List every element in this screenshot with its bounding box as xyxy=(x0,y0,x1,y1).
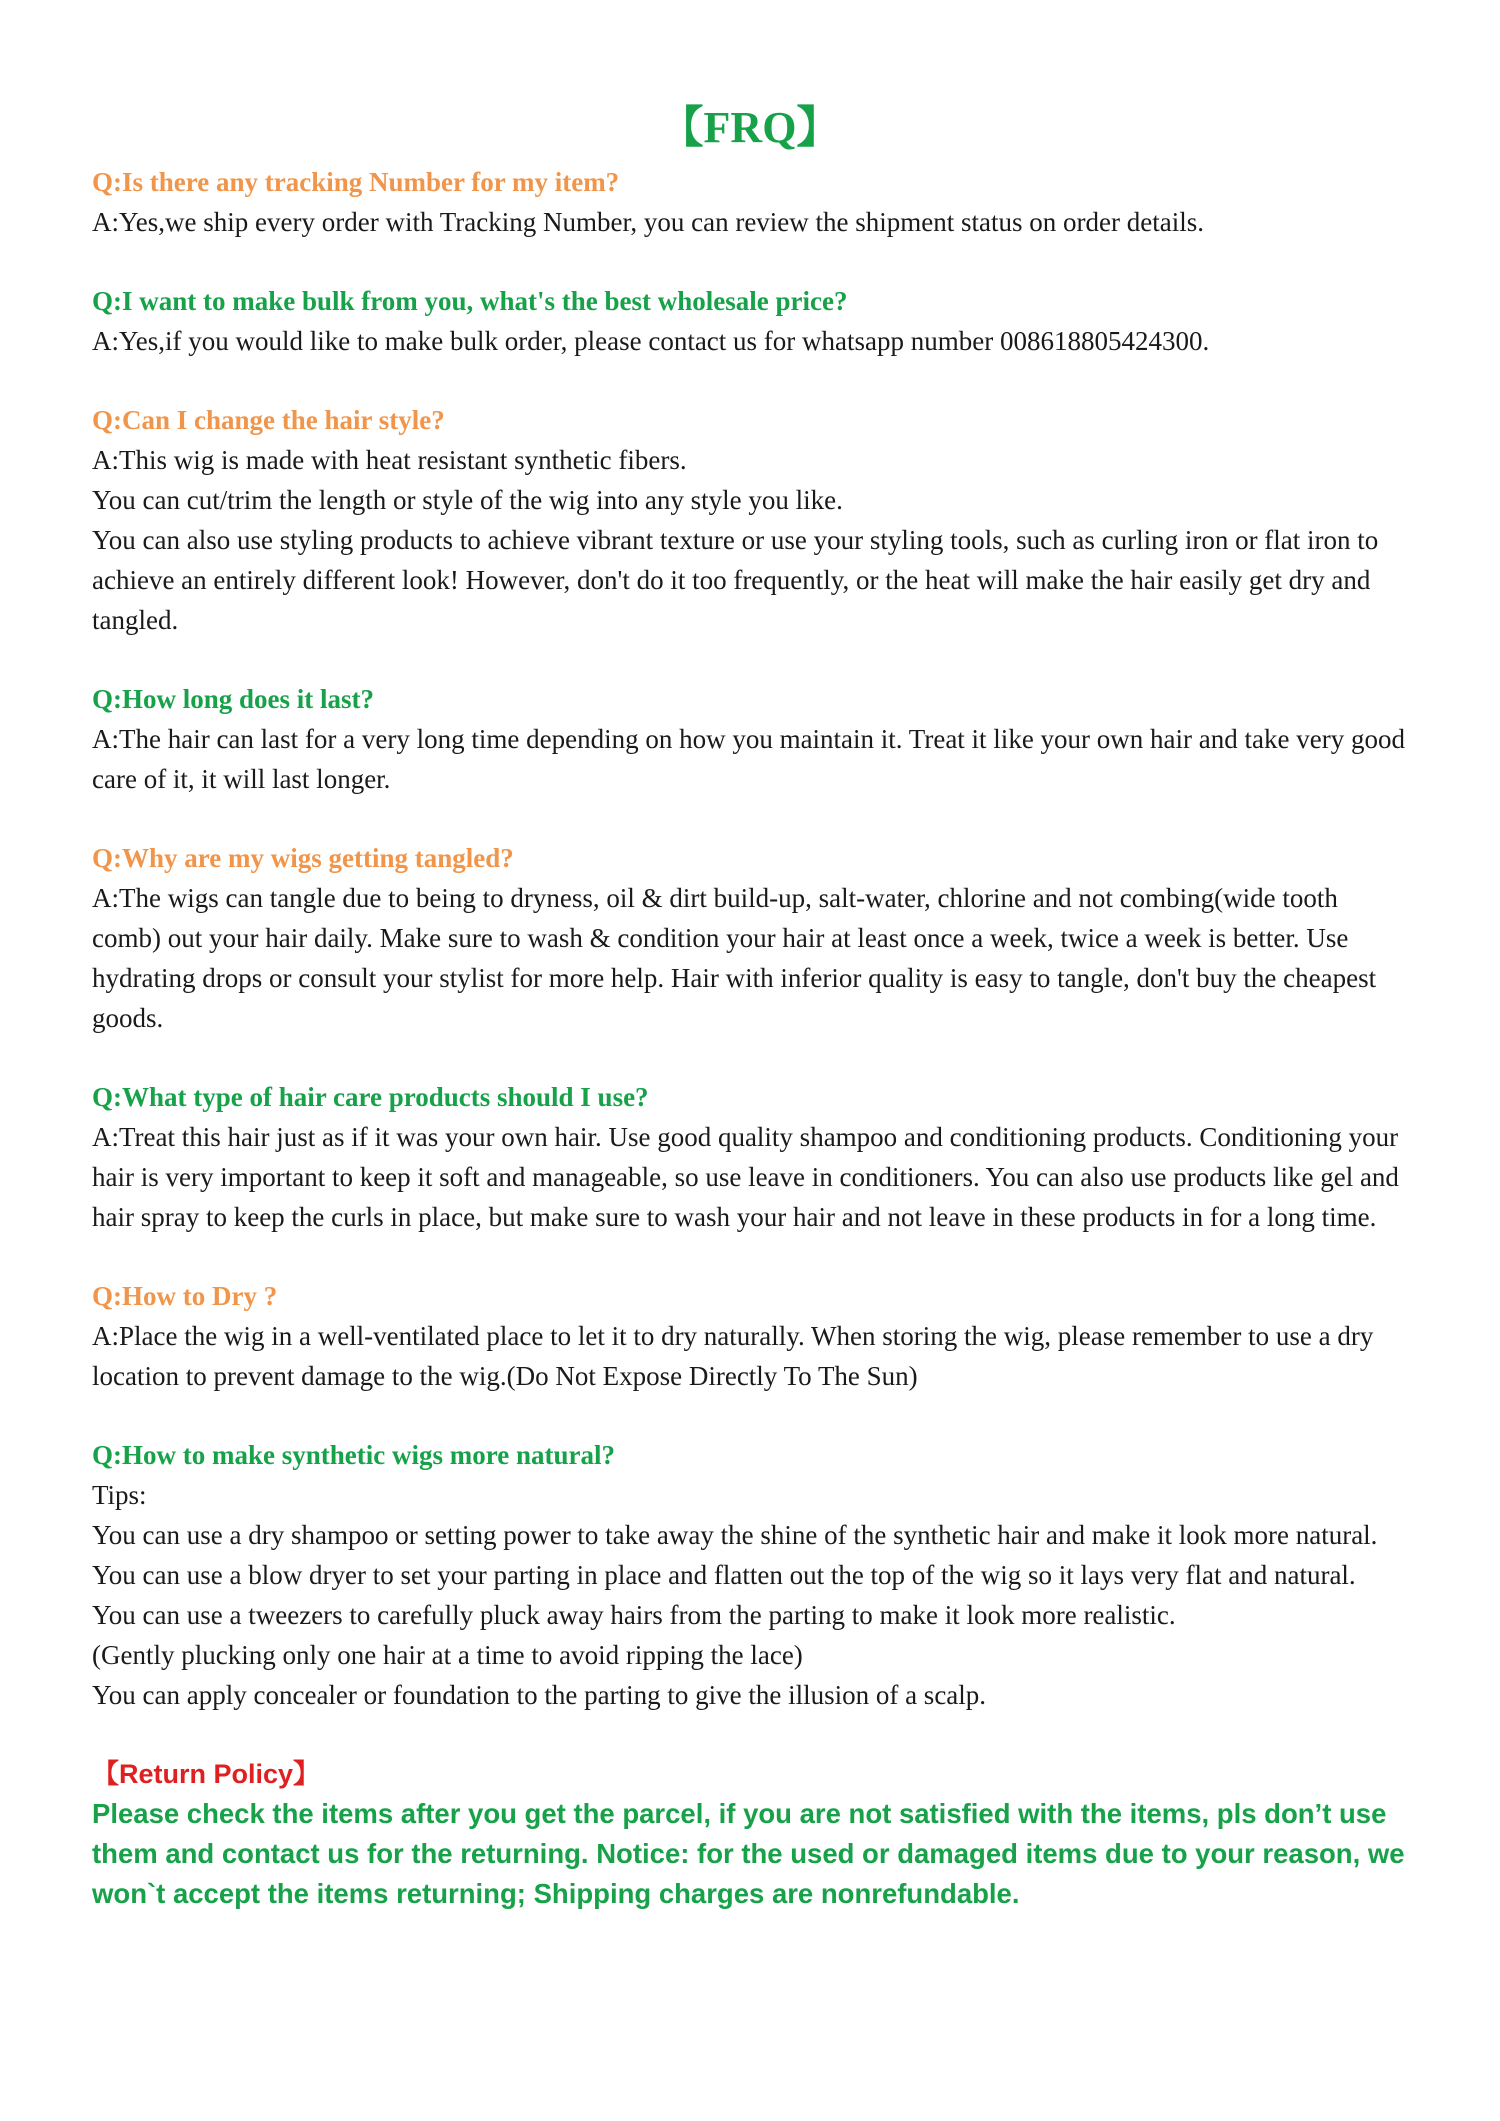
faq-answer-line: A:Treat this hair just as if it was your own hair. Use good quality shampoo and conditioning products. Conditioning your hair is very important to keep it soft and manageable, so use leave in conditioners. You can also use products like gel and hair spray to keep the curls in place, but make sure to wash your hair and not leave in these products in for a long time. xyxy=(92,1122,1399,1232)
faq-question: Q:What type of hair care products should I use? xyxy=(92,1082,649,1112)
faq-item-drying xyxy=(92,1276,1408,1396)
faq-answer-line: You can use a dry shampoo or setting power to take away the shine of the synthetic hair and make it look more natural. xyxy=(92,1520,1378,1550)
faq-answer xyxy=(92,878,1408,1038)
faq-item-natural-look xyxy=(92,1435,1408,1715)
faq-answer-line: You can also use styling products to achieve vibrant texture or use your styling tools, such as curling iron or flat iron to achieve an entirely different look! However, don't do it too frequently, or the heat will make the hair easily get dry and tangled. xyxy=(92,525,1379,635)
faq-question: Q:Can I change the hair style? xyxy=(92,405,445,435)
faq-item-tracking xyxy=(92,162,1408,242)
faq-question: Q:I want to make bulk from you, what's the best wholesale price? xyxy=(92,286,848,316)
faq-answer xyxy=(92,202,1408,242)
faq-answer-line: You can use a tweezers to carefully pluck away hairs from the parting to make it look more realistic. xyxy=(92,1600,1176,1630)
faq-answer-line: A:The hair can last for a very long time depending on how you maintain it. Treat it like your own hair and take very good care of it, it will last longer. xyxy=(92,724,1405,794)
faq-question: Q:How long does it last? xyxy=(92,684,375,714)
page-title: 【FRQ】 xyxy=(659,103,841,152)
faq-answer-line: (Gently plucking only one hair at a time to avoid ripping the lace) xyxy=(92,1640,803,1670)
faq-answer-line: A:Yes,if you would like to make bulk order, please contact us for whatsapp number 008618805424300. xyxy=(92,326,1210,356)
faq-item-lifespan xyxy=(92,679,1408,799)
faq-answer-line: A:This wig is made with heat resistant synthetic fibers. xyxy=(92,445,687,475)
faq-answer xyxy=(92,1117,1408,1237)
faq-question: Q:Why are my wigs getting tangled? xyxy=(92,843,514,873)
faq-answer-line: A:Yes,we ship every order with Tracking Number, you can review the shipment status on order details. xyxy=(92,207,1204,237)
faq-answer-line: You can cut/trim the length or style of the wig into any style you like. xyxy=(92,485,843,515)
return-policy-body: Please check the items after you get the parcel, if you are not satisfied with the items, pls don’t use them and contact us for the returning. Notice: for the used or damaged items due to your reason, we won`t accept the items returning; Shipping charges are nonrefundable. xyxy=(92,1798,1405,1909)
faq-item-hair-style xyxy=(92,400,1408,640)
return-policy-title: 【Return Policy】 xyxy=(92,1759,321,1789)
faq-answer-line: You can use a blow dryer to set your parting in place and flatten out the top of the wig so it lays very flat and natural. xyxy=(92,1560,1356,1590)
faq-answer-line: You can apply concealer or foundation to the parting to give the illusion of a scalp. xyxy=(92,1680,987,1710)
faq-answer xyxy=(92,1316,1408,1396)
faq-answer xyxy=(92,440,1408,640)
return-policy xyxy=(92,1754,1408,1914)
faq-answer xyxy=(92,719,1408,799)
faq-question: Q:How to Dry ? xyxy=(92,1281,278,1311)
faq-answer-line: Tips: xyxy=(92,1480,147,1510)
faq-answer-line: A:The wigs can tangle due to being to dryness, oil & dirt build-up, salt-water, chlorine and not combing(wide tooth comb) out your hair daily. Make sure to wash & condition your hair at least once a week, twice a week is better. Use hydrating drops or consult your stylist for more help. Hair with inferior quality is easy to tangle, don't buy the cheapest goods. xyxy=(92,883,1377,1033)
faq-item-tangling xyxy=(92,838,1408,1038)
faq-answer xyxy=(92,1475,1408,1715)
faq-item-care-products xyxy=(92,1077,1408,1237)
faq-item-wholesale xyxy=(92,281,1408,361)
faq-answer-line: A:Place the wig in a well-ventilated place to let it to dry naturally. When storing the wig, please remember to use a dry location to prevent damage to the wig.(Do Not Expose Directly To The Sun) xyxy=(92,1321,1374,1391)
faq-answer xyxy=(92,321,1408,361)
faq-question: Q:How to make synthetic wigs more natural? xyxy=(92,1440,615,1470)
faq-question: Q:Is there any tracking Number for my item? xyxy=(92,167,620,197)
